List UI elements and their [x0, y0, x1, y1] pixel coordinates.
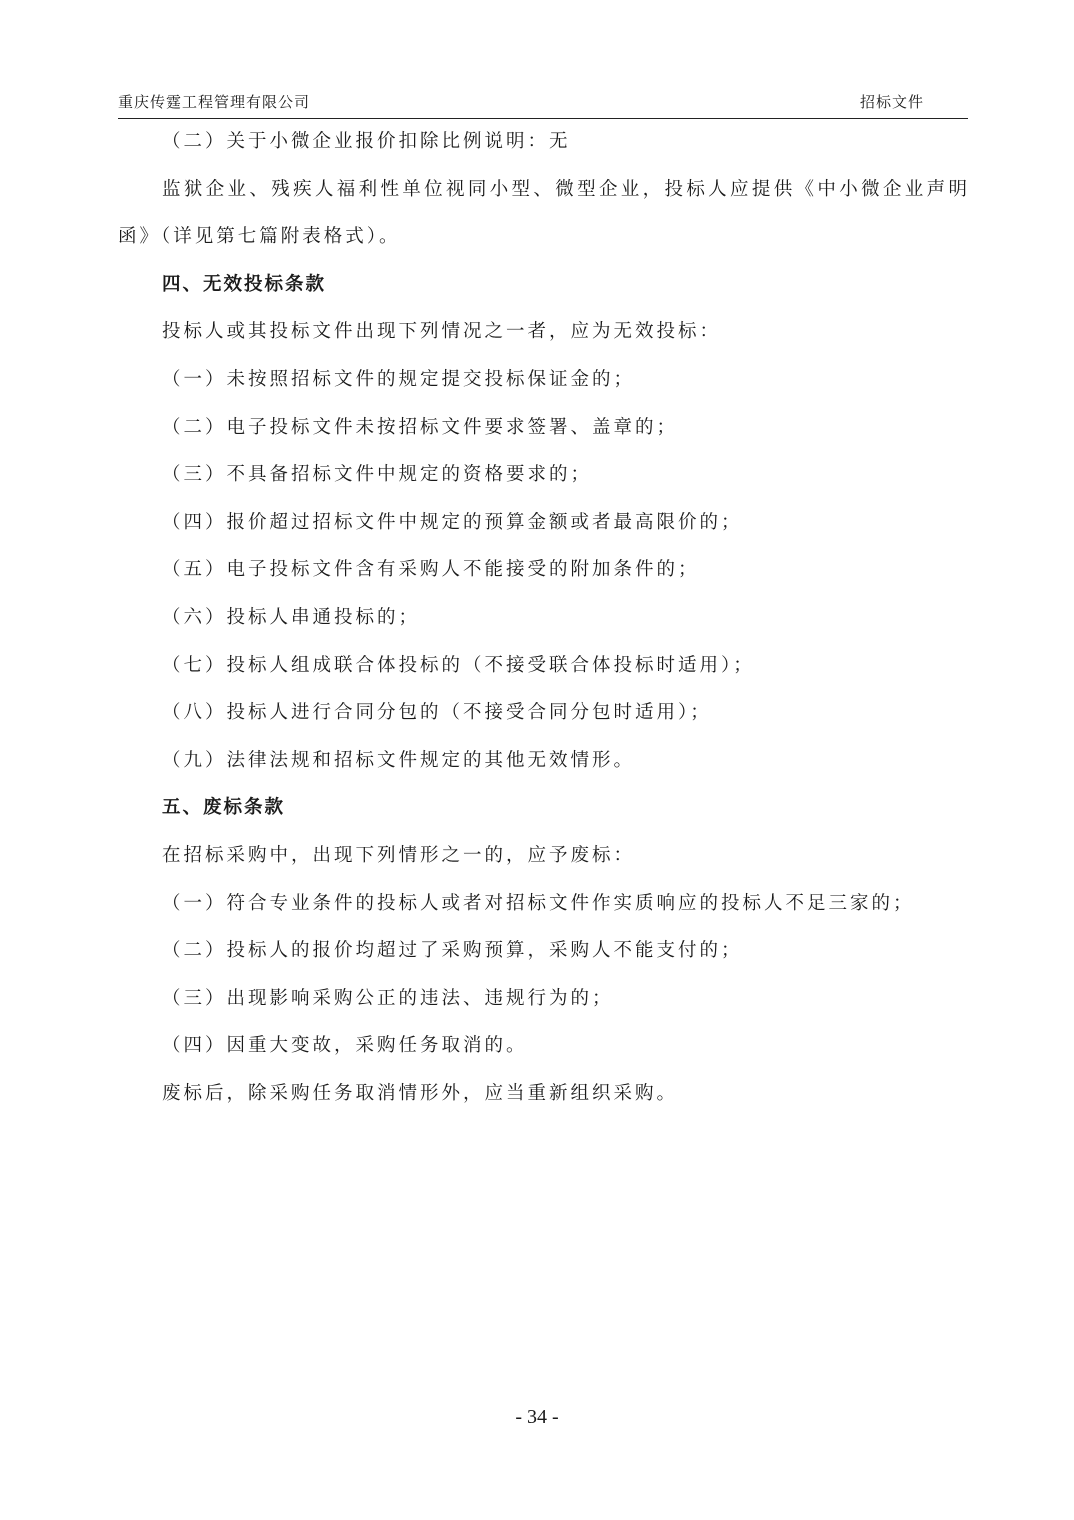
header-document-title: 招标文件: [859, 93, 924, 111]
header-company-name: 重庆传霆工程管理有限公司: [118, 93, 311, 111]
invalid-bid-item: （六）投标人串通投标的；: [162, 606, 421, 628]
document-body: [118, 118, 970, 1117]
abandoned-bid-intro: 在招标采购中，出现下列情形之一的，应予废标：: [162, 844, 636, 866]
invalid-bid-intro: 投标人或其投标文件出现下列情况之一者，应为无效投标：: [162, 321, 722, 343]
invalid-bid-item: （七）投标人组成联合体投标的（不接受联合体投标时适用）；: [162, 654, 755, 676]
prison-enterprise-paragraph-line-2: 函》（详见第七篇附表格式）。: [118, 226, 401, 248]
page-header: [118, 88, 968, 119]
deduction-note: （二）关于小微企业报价扣除比例说明：无: [162, 131, 571, 152]
abandoned-bid-item: （一）符合专业条件的投标人或者对招标文件作实质响应的投标人不足三家的；: [162, 892, 915, 914]
invalid-bid-item: （八）投标人进行合同分包的（不接受合同分包时适用）；: [162, 702, 712, 724]
invalid-bid-item: （二）电子投标文件未按招标文件要求签署、盖章的；: [162, 416, 679, 438]
invalid-bid-item: （九）法律法规和招标文件规定的其他无效情形。: [162, 749, 636, 771]
abandoned-bid-item: （四）因重大变故，采购任务取消的。: [162, 1035, 528, 1057]
invalid-bid-item: （一）未按照招标文件的规定提交投标保证金的；: [162, 368, 636, 390]
closing-paragraph: 废标后，除采购任务取消情形外，应当重新组织采购。: [162, 1082, 679, 1104]
abandoned-bid-item: （三）出现影响采购公正的违法、违规行为的；: [162, 987, 614, 1009]
invalid-bid-item: （五）电子投标文件含有采购人不能接受的附加条件的；: [162, 559, 700, 581]
prison-enterprise-paragraph-line-1: 监狱企业、残疾人福利性单位视同小型、微型企业，投标人应提供《中小微企业声明: [162, 178, 970, 200]
section-heading-abandoned-bid: 五、废标条款: [162, 797, 286, 819]
invalid-bid-item: （四）报价超过招标文件中规定的预算金额或者最高限价的；: [162, 511, 743, 533]
section-heading-invalid-bid: 四、无效投标条款: [162, 273, 327, 295]
abandoned-bid-item: （二）投标人的报价均超过了采购预算，采购人不能支付的；: [162, 940, 743, 962]
invalid-bid-item: （三）不具备招标文件中规定的资格要求的；: [162, 464, 593, 486]
page-number: - 34 -: [515, 1406, 559, 1428]
